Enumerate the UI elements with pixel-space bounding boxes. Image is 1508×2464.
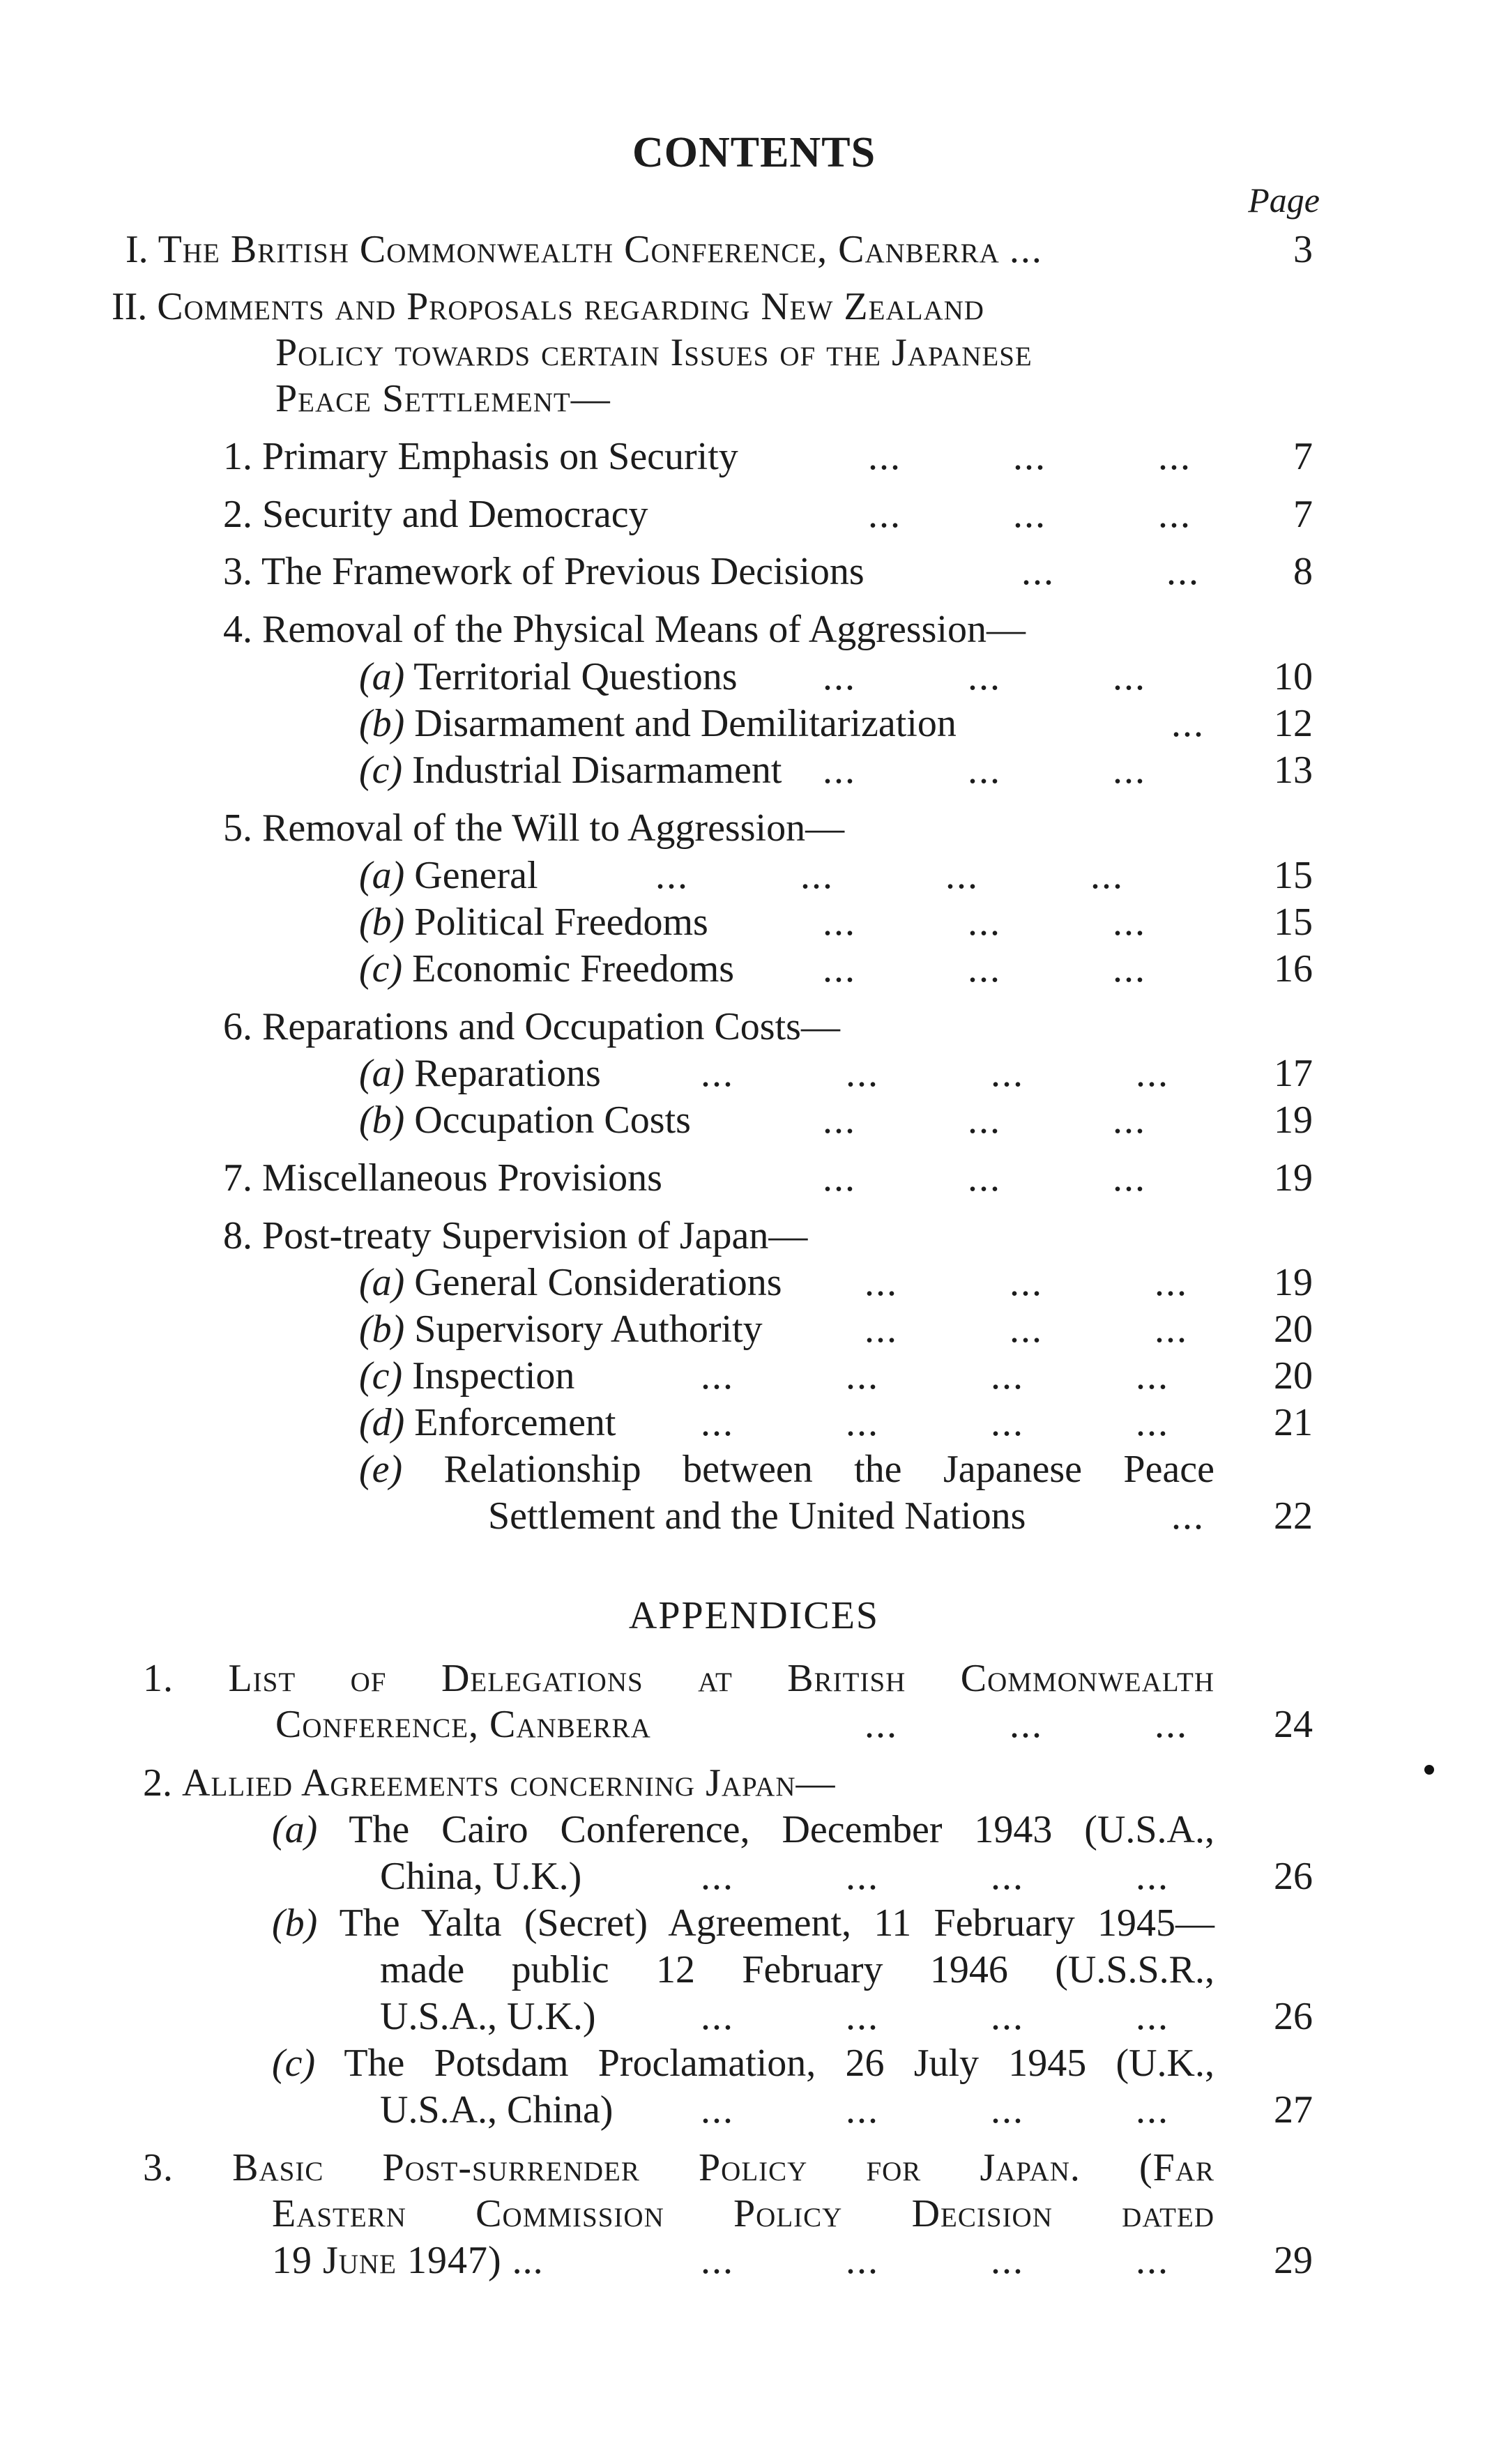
appendix-2b-leader: ... ... ... ... [701,1995,1169,2038]
appendix-2a-leader: ... ... ... ... [701,1855,1169,1898]
part-2-line3: Peace Settlement— [275,377,611,420]
appendix-2b-line2: made public 12 February 1946 (U.S.S.R., [380,1948,1214,1991]
appendices-heading: APPENDICES [628,1594,880,1637]
toc-item-8a-page: 19 [1274,1261,1313,1304]
toc-item-4: 4. Removal of the Physical Means of Aggression— [223,608,1026,651]
page-title: CONTENTS [632,129,876,176]
toc-item-8b-leader: ... ... ... [865,1308,1188,1351]
part-1-leader: ... [1009,228,1043,271]
appendix-1: 1. List of Delegations at British Commonwealth [143,1657,1215,1700]
appendix-2c-line2: U.S.A., China) [380,2088,614,2132]
appendix-1-leader: ... ... ... [865,1703,1188,1746]
part-1-entry [125,230,1043,269]
appendix-3-line2: Eastern Commission Policy Decision dated [272,2192,1214,2235]
toc-item-6: 6. Reparations and Occupation Costs— [223,1005,840,1048]
toc-item-6b: (b) Occupation Costs [359,1099,691,1142]
toc-item-2: 2. Security and Democracy [223,493,648,536]
appendix-2c: (c) The Potsdam Proclamation, 26 July 1945 (U.K., [272,2042,1214,2085]
toc-item-5a: (a) General [359,854,538,897]
toc-item-1-leader: ... ... ... [868,435,1191,478]
toc-item-8a: (a) General Considerations [359,1261,782,1304]
toc-item-3-page: 8 [1293,550,1313,593]
page-column-label: Page [1248,181,1320,220]
toc-item-5b-page: 15 [1274,901,1313,944]
part-1-page: 3 [1293,228,1313,271]
toc-item-6a-leader: ... ... ... ... [701,1052,1169,1095]
toc-item-2-page: 7 [1293,493,1313,536]
toc-item-8e-leader: ... [1171,1494,1205,1538]
toc-item-4a-page: 10 [1274,655,1313,698]
toc-item-5c-page: 16 [1274,947,1313,990]
toc-item-5b-leader: ... ... ... [823,901,1146,944]
appendix-1-line2: Conference, Canberra [275,1703,651,1746]
appendix-3-page: 29 [1274,2239,1313,2282]
toc-item-4b-leader: ... [1171,702,1205,745]
toc-item-4b-page: 12 [1274,702,1313,745]
toc-item-8e-page: 22 [1274,1494,1313,1538]
toc-item-8e: (e) Relationship between the Japanese Peace [359,1448,1214,1491]
toc-item-3: 3. The Framework of Previous Decisions [223,550,865,593]
toc-item-4b: (b) Disarmament and Demilitarization [359,702,957,745]
appendix-2b-page: 26 [1274,1995,1313,2038]
toc-item-4c-page: 13 [1274,749,1313,792]
toc-item-1: 1. Primary Emphasis on Security [223,435,738,478]
toc-item-6a-page: 17 [1274,1052,1313,1095]
toc-item-8c-leader: ... ... ... ... [701,1354,1169,1398]
part-2-line2: Policy towards certain Issues of the Japanese [275,331,1033,374]
toc-item-5a-page: 15 [1274,854,1313,897]
appendix-1-page: 24 [1274,1703,1313,1746]
part-1-numeral: I. [125,228,148,271]
appendix-2a-line2: China, U.K.) [380,1855,582,1898]
toc-item-4a-leader: ... ... ... [823,655,1146,698]
toc-item-8b: (b) Supervisory Authority [359,1308,763,1351]
toc-item-5: 5. Removal of the Will to Aggression— [223,806,845,850]
toc-item-3-leader: ... ... [1021,550,1200,593]
toc-item-1-page: 7 [1293,435,1313,478]
toc-item-5b: (b) Political Freedoms [359,901,708,944]
appendix-3: 3. Basic Post-surrender Policy for Japan. (Far [143,2146,1214,2189]
toc-item-6a: (a) Reparations [359,1052,601,1095]
toc-item-5c-leader: ... ... ... [823,947,1146,990]
toc-item-8a-leader: ... ... ... [865,1261,1188,1304]
part-2-line1: II. Comments and Proposals regarding New Zealand [112,285,984,328]
appendix-3-line3: 19 June 1947) ... [272,2239,544,2282]
toc-item-8b-page: 20 [1274,1308,1313,1351]
appendix-2a-page: 26 [1274,1855,1313,1898]
toc-item-7: 7. Miscellaneous Provisions [223,1156,662,1200]
appendix-2a: (a) The Cairo Conference, December 1943 (U.S.A., [272,1808,1214,1851]
appendix-3-leader: ... ... ... ... [701,2239,1169,2282]
part-2-numeral: II. [112,285,148,328]
appendix-2b-line3: U.S.A., U.K.) [380,1995,596,2038]
toc-item-4c-leader: ... ... ... [823,749,1146,792]
toc-item-8d: (d) Enforcement [359,1401,616,1444]
toc-item-7-leader: ... ... ... [823,1156,1146,1200]
toc-item-6b-leader: ... ... ... [823,1099,1146,1142]
part-1-title: The British Commonwealth Conference, Canberra [158,228,1000,271]
appendix-2b: (b) The Yalta (Secret) Agreement, 11 February 1945— [272,1901,1214,1945]
toc-item-8c: (c) Inspection [359,1354,575,1398]
toc-item-7-page: 19 [1274,1156,1313,1200]
toc-item-8: 8. Post-treaty Supervision of Japan— [223,1214,808,1257]
toc-item-8c-page: 20 [1274,1354,1313,1398]
toc-item-5c: (c) Economic Freedoms [359,947,735,990]
appendix-2: 2. Allied Agreements concerning Japan— [143,1761,836,1805]
appendix-2c-page: 27 [1274,2088,1313,2132]
ink-speck [1424,1765,1434,1775]
toc-item-5a-leader: ... ... ... ... [655,854,1124,897]
appendix-2c-leader: ... ... ... ... [701,2088,1169,2132]
toc-item-8e-line2: Settlement and the United Nations [488,1494,1026,1538]
toc-item-4a: (a) Territorial Questions [359,655,738,698]
toc-item-4c: (c) Industrial Disarmament [359,749,782,792]
toc-item-2-leader: ... ... ... [868,493,1191,536]
toc-item-6b-page: 19 [1274,1099,1313,1142]
toc-item-8d-page: 21 [1274,1401,1313,1444]
toc-item-8d-leader: ... ... ... ... [701,1401,1169,1444]
